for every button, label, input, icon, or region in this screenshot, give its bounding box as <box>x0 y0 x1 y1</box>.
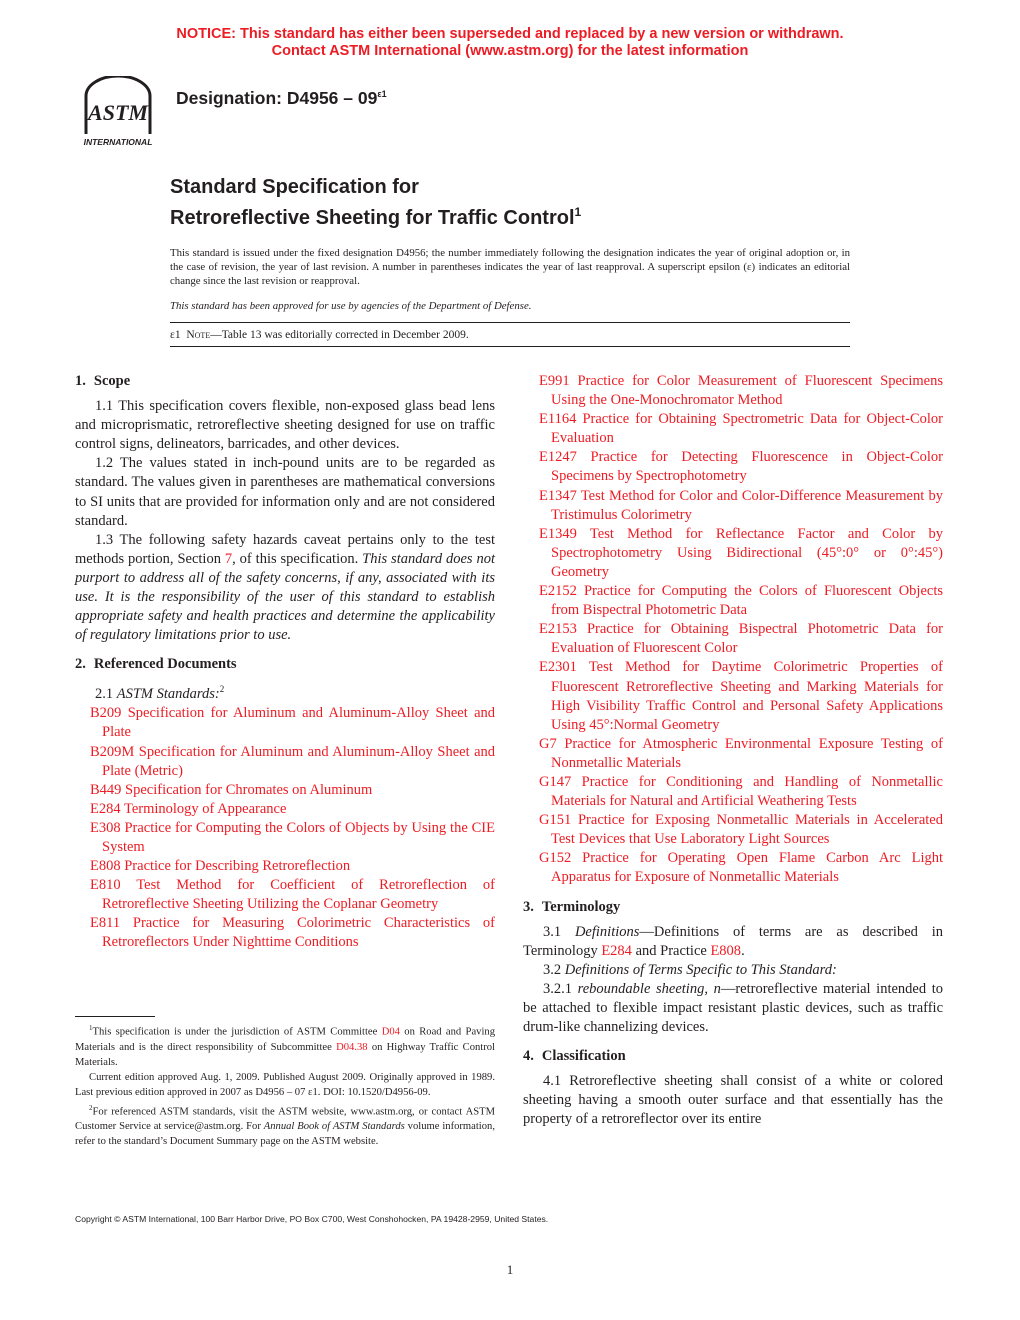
reference-item <box>523 735 943 773</box>
e284-link[interactable]: E284 <box>601 942 632 959</box>
referenced-intro: 2.1 ASTM Standards:$^2$ <box>95 684 225 703</box>
reference-code-link[interactable]: G151 <box>539 812 572 829</box>
divider-top <box>170 322 850 323</box>
reference-item <box>523 620 943 658</box>
reference-item <box>75 743 495 781</box>
footnotes <box>75 1021 495 1150</box>
reference-title-link[interactable]: Practice for Obtaining Spectrometric Data for Object-Color Evaluation <box>551 411 943 447</box>
reference-title-link[interactable]: Practice for Color Measurement of Fluorescent Specimens Using the One-Monochromator Method <box>551 373 943 409</box>
reference-title-link[interactable]: Terminology of Appearance <box>120 800 287 817</box>
scope-p1: 1.1 This specification covers flexible, non-exposed glass bead lens and microprismatic, retroreflective sheeting designed for use on traffic control signs, delineators, barricades, and other devices. <box>75 398 495 453</box>
reference-item <box>523 582 943 620</box>
editorial-note-text: —Table 13 was editorially corrected in December 2009. <box>210 329 469 341</box>
issued-statement: This standard is issued under the fixed designation D4956; the number immediately following the designation indicates the year of original adoption or, in the case of revision, the year of last revision. A number in parentheses indicates the year of last reapproval. A superscript epsilon (ε) indicates an editorial change since the last revision or reapproval. <box>170 247 850 287</box>
reference-code-link[interactable]: E2153 <box>539 621 577 638</box>
designation-superscript: ε1 <box>377 89 387 99</box>
reference-code-link[interactable]: E2301 <box>539 659 577 676</box>
reference-code-link[interactable]: E811 <box>90 915 121 932</box>
reference-code-link[interactable]: E1349 <box>539 525 577 542</box>
title-line-1: Standard Specification for <box>170 176 419 198</box>
scope-p2: 1.2 The values stated in inch-pound units are to be regarded as standard. The values given in parentheses are mathematical conversions to SI units that are provided for information only and are not considered standard. <box>75 455 495 529</box>
reference-code-link[interactable]: G147 <box>539 773 572 790</box>
section-heading-referenced: 2. Referenced Documents <box>75 656 237 673</box>
reference-item <box>75 914 495 952</box>
reference-item <box>523 448 943 486</box>
reference-title-link[interactable]: Practice for Operating Open Flame Carbon Arc Light Apparatus for Exposure of Nonmetallic Materials <box>551 850 943 886</box>
reference-item <box>523 658 943 734</box>
footnote-1-edition: Current edition approved Aug. 1, 2009. Published August 2009. Originally approved in 1989. Last previous edition approved in 2007 as D4956 – 07 ε1. DOI: 10.1520/D4956-09. <box>75 1072 495 1099</box>
reference-item <box>523 525 943 582</box>
reference-code-link[interactable]: G152 <box>539 850 572 867</box>
reference-code-link[interactable]: E1164 <box>539 411 577 428</box>
editorial-note-label: Note <box>186 329 211 341</box>
reference-item <box>523 811 943 849</box>
reference-title-link[interactable]: Practice for Atmospheric Environmental Exposure Testing of Nonmetallic Materials <box>551 735 943 771</box>
reference-item <box>523 372 943 410</box>
classification-p1: 4.1 Retroreflective sheeting shall consist of a white or colored sheeting having a smooth outer surface and that essentially has the property of a retroreflector over its entire <box>523 1073 943 1128</box>
section-7-link[interactable]: 7 <box>224 550 233 567</box>
reference-title-link[interactable]: Practice for Exposing Nonmetallic Materials in Accelerated Test Devices that Use Laboratory Light Sources <box>551 812 943 848</box>
referenced-list-right <box>523 372 943 888</box>
terminology-p3: 3.2.1 reboundable sheeting, n—retroreflective material intended to be attached to flexible impact resistant plastic devices, such as traffic drum-like channelizing devices. <box>523 980 944 1036</box>
reference-code-link[interactable]: E1247 <box>539 449 577 466</box>
terminology-p2: 3.2 Definitions of Terms Specific to This Standard: <box>543 961 837 978</box>
section-heading-classification: 4. Classification <box>523 1048 626 1065</box>
reference-item <box>75 704 495 742</box>
notice-line-1: NOTICE: This standard has either been superseded and replaced by a new version or withdrawn. <box>176 26 844 42</box>
reference-title-link[interactable]: Test Method for Daytime Colorimetric Properties of Fluorescent Retroreflective Sheeting and Marking Materials for High Visibility Traffic Control and Personal Safety Applications Using 45°:Normal Geometry <box>551 659 943 733</box>
reference-title-link[interactable]: Practice for Measuring Colorimetric Characteristics of Retroreflectors Under Nighttime Conditions <box>102 915 495 951</box>
designation-label: Designation: D4956 – 09 <box>176 88 378 108</box>
reference-title-link[interactable]: Test Method for Coefficient of Retroreflection of Retroreflective Sheeting Utilizing the Coplanar Geometry <box>102 877 495 913</box>
footnote-2: $^2$For referenced ASTM standards, visit the ASTM website, www.astm.org, or contact ASTM Customer Service at service@astm.org. For Annual Book of ASTM Standards volume information, refer to the standard’s Document Summary page on the ASTM website. <box>75 1103 495 1148</box>
reference-title-link[interactable]: Practice for Computing the Colors of Objects by Using the CIE System <box>102 819 495 855</box>
reference-item <box>75 876 495 914</box>
reference-title-link[interactable]: Specification for Aluminum and Aluminum-Alloy Sheet and Plate (Metric) <box>102 743 495 779</box>
reference-item <box>523 773 943 811</box>
e808-link[interactable]: E808 <box>710 942 742 959</box>
document-title <box>170 175 581 231</box>
reference-code-link[interactable]: E1347 <box>539 487 577 504</box>
section-heading-scope: 1. Scope <box>75 373 131 389</box>
logo-subtext: INTERNATIONAL <box>83 137 153 147</box>
dod-approval: This standard has been approved for use by agencies of the Department of Defense. <box>170 300 532 312</box>
notice-line-2: Contact ASTM International (www.astm.org) for the latest information <box>271 43 749 59</box>
scope-p3: 1.3 The following safety hazards caveat pertains only to the test methods portion, Section 7, of this specification. This standard does not purport to address all of the safety concerns, if any, associated with its use. It is the responsibility of the user of this standard to establish appropriate safety and health practices and determine the applicability of regulatory limitations prior to use. <box>75 531 496 644</box>
footnote-divider <box>75 1016 155 1017</box>
reference-item <box>523 487 943 525</box>
reference-code-link[interactable]: G7 <box>539 735 557 752</box>
reference-item <box>75 781 495 800</box>
notice-banner <box>0 26 1020 60</box>
reference-title-link[interactable]: Practice for Obtaining Bispectral Photometric Data for Evaluation of Fluorescent Color <box>551 621 943 657</box>
reference-title-link[interactable]: Practice for Describing Retroreflection <box>120 858 351 875</box>
reference-item <box>523 849 943 887</box>
reference-code-link[interactable]: E2152 <box>539 583 577 600</box>
copyright-line: Copyright © ASTM International, 100 Barr Harbor Drive, PO Box C700, West Conshohocken, PA 19428-2959, United States. <box>75 1214 549 1224</box>
reference-item <box>75 819 495 857</box>
reference-title-link[interactable]: Practice for Detecting Fluorescence in Object-Color Specimens by Spectrophotometry <box>551 449 943 485</box>
d04-38-link[interactable]: D04.38 <box>336 1041 368 1053</box>
reference-title-link[interactable]: Practice for Conditioning and Handling of Nonmetallic Materials for Natural and Artificial Weathering Tests <box>551 773 943 810</box>
reference-title-link[interactable]: Test Method for Reflectance Factor and Color by Spectrophotometry Using Bidirectional (45°:0° or 0°:45°) Geometry <box>551 525 943 580</box>
reference-title-link[interactable]: Practice for Computing the Colors of Fluorescent Objects from Bispectral Photometric Data <box>551 583 943 619</box>
section-heading-terminology: 3. Terminology <box>523 898 621 915</box>
page-number: 1 <box>506 1262 514 1277</box>
reference-item <box>75 857 495 876</box>
reference-code-link[interactable]: E810 <box>90 877 121 894</box>
editorial-note <box>170 329 469 341</box>
reference-code-link[interactable]: B209M <box>90 743 135 760</box>
title-footnote-mark: 1 <box>574 205 582 219</box>
reference-code-link[interactable]: B209 <box>90 705 122 722</box>
reference-title-link[interactable]: Specification for Chromates on Aluminum <box>121 781 373 798</box>
reference-code-link[interactable]: E808 <box>90 858 121 875</box>
right-column <box>523 372 943 1130</box>
reference-title-link[interactable]: Test Method for Color and Color-Difference Measurement by Tristimulus Colorimetry <box>551 487 943 523</box>
divider-bottom <box>170 346 850 347</box>
reference-code-link[interactable]: E284 <box>90 800 121 817</box>
terminology-p1: 3.1 Definitions—Definitions of terms are as described in Terminology E284 and Practice E808. <box>523 923 943 959</box>
reference-item <box>523 410 943 448</box>
astm-logo <box>76 76 160 150</box>
referenced-list-left <box>75 704 495 952</box>
reference-code-link[interactable]: E991 <box>539 373 570 389</box>
d04-link[interactable]: D04 <box>381 1026 400 1038</box>
editorial-mark: ε1 <box>170 329 181 341</box>
reference-title-link[interactable]: Specification for Aluminum and Aluminum-Alloy Sheet and Plate <box>102 705 495 741</box>
designation <box>176 88 387 109</box>
left-column <box>75 372 495 953</box>
logo-text: ASTM <box>88 100 148 125</box>
footnote-1: $^1$This specification is under the jurisdiction of ASTM Committee D04 on Road and Paving Materials and is the direct responsibility of Subcommittee D04.38 on Highway Traffic Control Materials. <box>75 1024 495 1068</box>
reference-code-link[interactable]: E308 <box>90 819 121 836</box>
title-line-2: Retroreflective Sheeting for Traffic Control <box>170 207 575 229</box>
reference-code-link[interactable]: B449 <box>90 781 122 798</box>
reference-item <box>75 800 495 819</box>
